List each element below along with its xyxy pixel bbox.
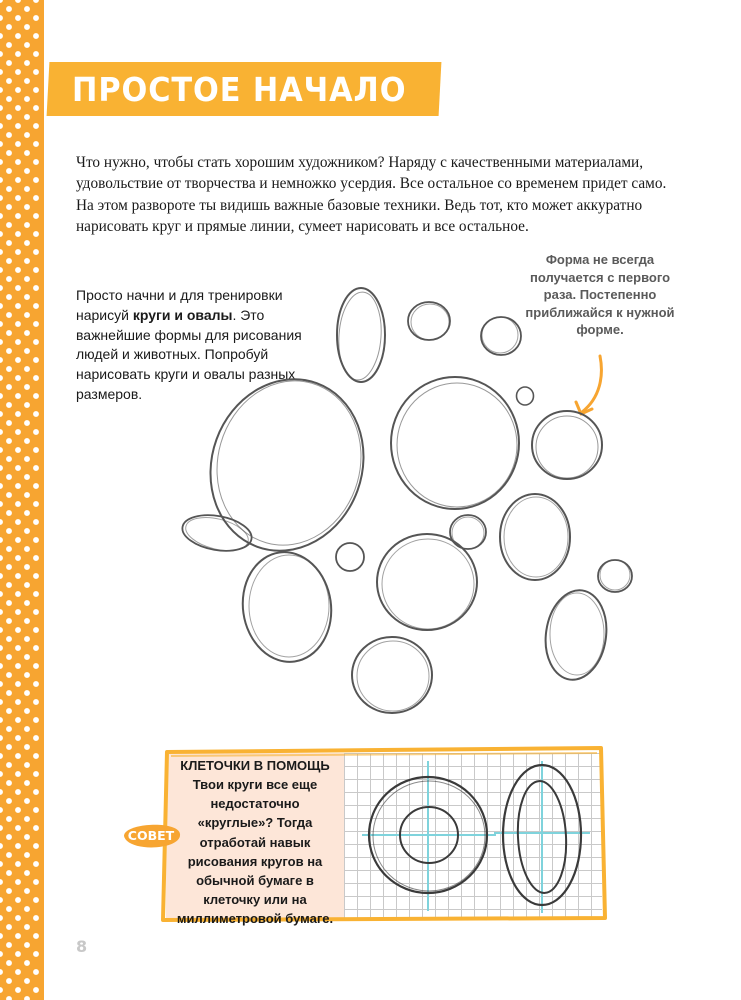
- sketch-oval-tall: [336, 288, 385, 382]
- tip-badge-label: СОВЕТ: [127, 828, 175, 843]
- tip-title: КЛЕТОЧКИ В ПОМОЩЬ: [180, 758, 330, 773]
- dotted-side-strip: [0, 0, 40, 1000]
- instruction-text-part: Просто начни и для тренировки нарисуй: [76, 287, 283, 323]
- instruction-bold-ovals: и овалы: [174, 306, 233, 323]
- circles-sketch: [170, 275, 620, 715]
- side-note: Форма не всегда получается с первого раза. Постепенно приближайся к нужной форме.: [525, 252, 675, 338]
- sketch-small-circle: [590, 550, 640, 600]
- page-number: 8: [76, 937, 88, 956]
- tip-text: Твои круги все еще недостаточно «круглые»? Тогда отработай навык рисования кругов на обычной бумаге в клеточку или на миллиметровой бумаге.: [176, 777, 334, 927]
- instruction-text-rest: . Это важнейшие формы для рисования людей и животных. Попробуй нарисовать круги и овалы разных размеров.: [76, 306, 302, 402]
- intro-paragraph: Что нужно, чтобы стать хорошим художником? Наряду с качественными материалами, удовольствие от творчества и немножко усердия. Все остальное со временем придет само. На этом развороте ты видишь важные базовые техники. Ведь тот, кто может аккуратно нарисовать круг и прямые линии, сумеет нарисовать и все остальное.: [76, 154, 667, 235]
- page-title: ПРОСТОЕ НАЧАЛО: [72, 70, 407, 109]
- instruction-bold-circles: круги: [132, 306, 171, 323]
- strip-edge: [40, 0, 44, 1000]
